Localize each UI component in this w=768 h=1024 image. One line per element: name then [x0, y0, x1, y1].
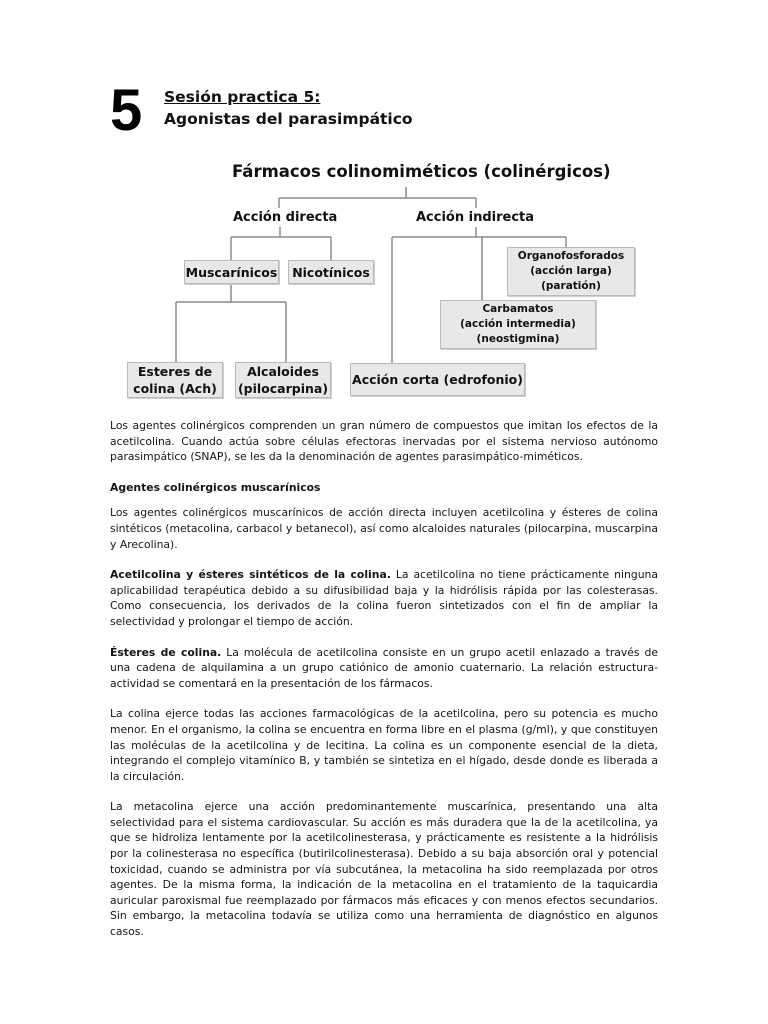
muscarinic-box: [184, 260, 279, 284]
organophosphates-example: (paratión): [541, 280, 601, 292]
nicotinic-box: [288, 260, 374, 284]
carbamates-box: [440, 300, 596, 349]
paragraph-direct-action: Los agentes colinérgicos muscarínicos de acción directa incluyen acetilcolina y ésteres de colina sintéticos (metacolina, carbacol y betanecol), así como alcaloides naturales (pilocarpina, muscarpina y Arecolina).: [110, 506, 658, 551]
session-line: Sesión practica 5:: [164, 88, 321, 106]
choline-esters-box: [127, 362, 223, 398]
choline-esters-line1: Esteres de: [137, 364, 213, 379]
paragraph-choline-esters: [110, 645, 658, 692]
carbamates-example: (neostigmina): [476, 333, 560, 345]
muscarinic-label: Muscarínicos: [185, 264, 278, 280]
paragraph-acetylcholine: [110, 567, 658, 629]
short-action-box: [350, 363, 525, 396]
diagram-connectors: [0, 0, 768, 410]
carbamates-duration: (acción intermedia): [460, 318, 576, 330]
organophosphates-label: Organofosforados: [517, 250, 625, 262]
body-text: [110, 418, 658, 955]
organophosphates-duration: (acción larga): [530, 265, 612, 277]
paragraph-intro: Los agentes colinérgicos comprenden un gran número de compuestos que imitan los efectos de la acetilcolina. Cuando actúa sobre células efectoras inervadas por el sistema nervioso autónomo parasimpático (SNAP), se les da la denominación de agentes parasimpático-miméticos.: [110, 419, 658, 464]
paragraph-methacholine: La metacolina ejerce una acción predominantemente muscarínica, presentando una alta selectividad para el sistema cardiovascular. Su acción es más duradera que la de la acetilcolina, ya que se hidroliza lentamente por la acetilcolinesterasa, y prácticamente es resistente a la hidrólisis por la colinesterasa no específica (butirilcolinesterasa). Debido a su baja absorción oral y potencial toxicidad, cuando se administra por vía subcutánea, la metacolina ha sido reemplazada por otros agentes. De la misma forma, la indicación de la metacolina en el tratamiento de la taquicardia auricular paroxismal fue reemplazado por fármacos más eficaces y con menos efectos secundarios. Sin embargo, la metacolina todavía se utiliza como una herramienta de diagnóstico en algunos casos.: [110, 800, 658, 939]
diagram-title: Fármacos colinomiméticos (colinérgicos): [232, 162, 611, 181]
carbamates-label: Carbamatos: [482, 303, 554, 315]
topic-line: Agonistas del parasimpático: [164, 110, 413, 128]
indirect-action-label: Acción indirecta: [416, 210, 535, 225]
paragraph-lead-esters: Ésteres de colina.: [110, 645, 222, 659]
choline-esters-line2: colina (Ach): [133, 381, 217, 396]
short-action-label: Acción corta (edrofonio): [352, 372, 523, 387]
alkaloids-line2: (pilocarpina): [237, 381, 329, 396]
alkaloids-box: [235, 362, 331, 398]
direct-action-label: Acción directa: [233, 210, 338, 225]
organophosphates-box: [507, 247, 635, 296]
chapter-number: 5: [110, 78, 143, 143]
paragraph-lead-acetylcholine: Acetilcolina y ésteres sintéticos de la colina.: [110, 568, 391, 582]
paragraph-choline-esters-text: La molécula de acetilcolina consiste en un grupo acetil enlazado a través de una cadena de alquilamina a un grupo catiónico de amonio cuaternario. La relación estructura-actividad se comentará en la presentación de los fármacos.: [110, 645, 658, 690]
section-heading-muscarinic: Agentes colinérgicos muscarínicos: [110, 480, 321, 494]
nicotinic-label: Nicotínicos: [292, 264, 370, 280]
alkaloids-line1: Alcaloides: [247, 364, 319, 379]
paragraph-choline: La colina ejerce todas las acciones farmacológicas de la acetilcolina, pero su potencia es mucho menor. En el organismo, la colina se encuentra en forma libre en el plasma (g/ml), y que constituyen las moléculas de la acetilcolina y de lecitina. La colina es un componente esencial de la dieta, integrando el complejo vitamínico B, y también se sintetiza en el hígado, desde donde es liberada a la circulación.: [110, 707, 658, 783]
paragraph-acetylcholine-text: La acetilcolina no tiene prácticamente ninguna aplicabilidad terapéutica debido a su difusibilidad baja y la hidrólisis rápida por las colesterasas. Como consecuencia, los derivados de la colina fueron sintetizados con el fin de ampliar la selectividad y prolongar el tiempo de acción.: [110, 568, 659, 628]
classification-diagram: [0, 0, 768, 410]
